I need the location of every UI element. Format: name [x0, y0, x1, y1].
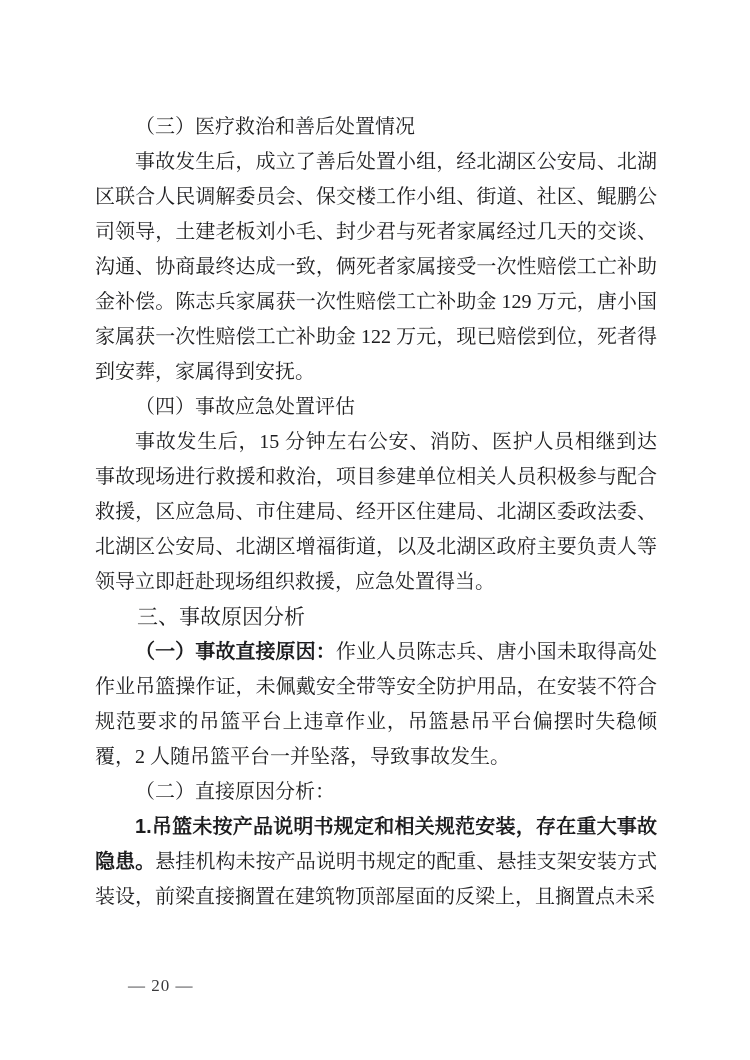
- section-heading-emergency-response: （四）事故应急处置评估: [135, 396, 355, 418]
- paragraph-direct-cause: [95, 635, 657, 775]
- direct-cause-text: 作业人员陈志兵、唐小国未取得高处作业吊篮操作证，未佩戴安全带等安全防护用品，在安装不符合规范要求的吊篮平台上违章作业，吊篮悬吊平台偏摆时失稳倾覆，2 人随吊篮平台一并坠落，导致事故发生。: [95, 641, 658, 768]
- paragraph-compensation: 事故发生后，成立了善后处置小组，经北湖区公安局、北湖区联合人民调解委员会、保交楼工作小组、街道、社区、鲲鹏公司领导，土建老板刘小毛、封少君与死者家属经过几天的交谈、沟通、协商最终达成一致，俩死者家属接受一次性赔偿工亡补助金补偿。陈志兵家属获一次性赔偿工亡补助金 129 万元，唐小国家属获一次性赔偿工亡补助金 122 万元，现已赔偿到位，死者得到安葬，家属得到安抚。: [95, 151, 657, 383]
- document-body: [95, 110, 657, 915]
- page-number: — 20 —: [128, 976, 194, 995]
- paragraph-emergency-response: 事故发生后，15 分钟左右公安、消防、医护人员相继到达事故现场进行救援和救治，项目参建单位相关人员积极参与配合救援，区应急局、市住建局、经开区住建局、北湖区委政法委、北湖区公安局、北湖区增福街道，以及北湖区政府主要负责人等领导立即赶赴现场组织救援，应急处置得当。: [95, 431, 657, 593]
- section-heading-medical-aftercare: （三）医疗救治和善后处置情况: [135, 116, 415, 138]
- direct-cause-label: （一）事故直接原因：: [135, 641, 336, 663]
- section-heading-direct-cause-analysis: （二）直接原因分析：: [135, 781, 335, 803]
- item1-bold-lead: 1.吊篮未按产品说明书规定和相关规范安装，存在重大事故隐患。: [95, 816, 657, 873]
- chapter-heading-cause-analysis: 三、事故原因分析: [137, 606, 305, 629]
- paragraph-item1-gondola-installation: [95, 810, 657, 915]
- item1-text: 悬挂机构未按产品说明书规定的配重、悬挂支架安装方式装设，前梁直接搁置在建筑物顶部屋面的反梁上，且搁置点未采: [95, 851, 658, 908]
- page-footer: [128, 974, 194, 998]
